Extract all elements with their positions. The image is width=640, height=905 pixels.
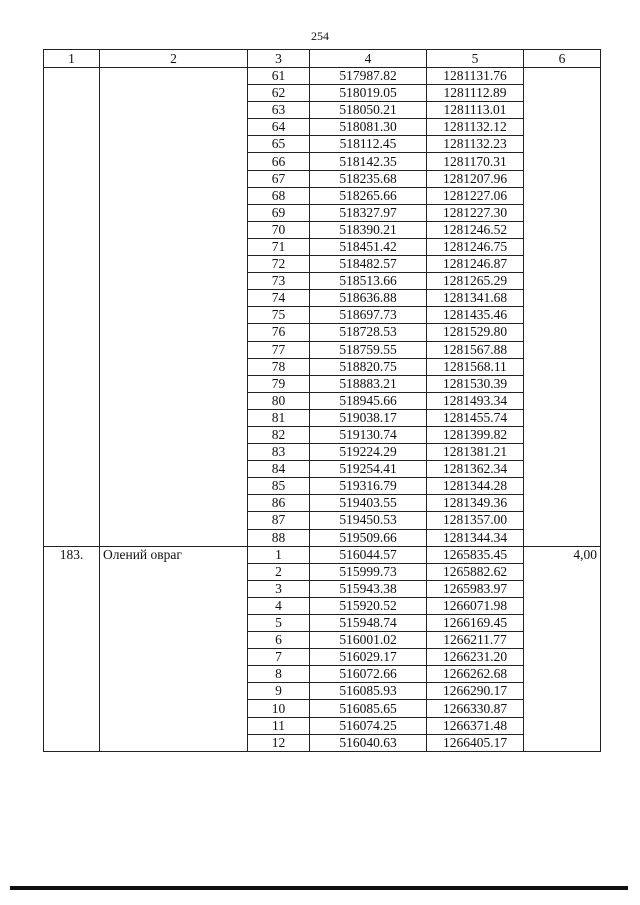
- point-number-cell: 83: [248, 444, 310, 461]
- coordinate-y-cell: 1281362.34: [427, 461, 524, 478]
- coordinate-y-cell: 1281227.30: [427, 204, 524, 221]
- coordinate-x-cell: 519316.79: [310, 478, 427, 495]
- point-number-cell: 11: [248, 717, 310, 734]
- coordinate-x-cell: 518327.97: [310, 204, 427, 221]
- coordinate-y-cell: 1266330.87: [427, 700, 524, 717]
- coordinate-x-cell: 516001.02: [310, 632, 427, 649]
- coordinate-x-cell: 516040.63: [310, 734, 427, 751]
- coordinate-x-cell: 518112.45: [310, 136, 427, 153]
- coordinate-y-cell: 1266290.17: [427, 683, 524, 700]
- header-row: [44, 50, 601, 68]
- coordinate-y-cell: 1281455.74: [427, 409, 524, 426]
- coordinate-x-cell: 515920.52: [310, 597, 427, 614]
- coordinate-x-cell: 518636.88: [310, 290, 427, 307]
- coordinate-y-cell: 1281132.23: [427, 136, 524, 153]
- coordinate-y-cell: 1281265.29: [427, 273, 524, 290]
- coordinate-y-cell: 1266262.68: [427, 666, 524, 683]
- coordinate-x-cell: 516072.66: [310, 666, 427, 683]
- coordinate-x-cell: 519450.53: [310, 512, 427, 529]
- point-number-cell: 61: [248, 68, 310, 85]
- point-number-cell: 12: [248, 734, 310, 751]
- point-number-cell: 7: [248, 649, 310, 666]
- coordinate-y-cell: 1281341.68: [427, 290, 524, 307]
- page-number: 254: [311, 29, 329, 43]
- table-row: [44, 68, 601, 85]
- coordinate-x-cell: 518482.57: [310, 256, 427, 273]
- coordinate-x-cell: 516085.93: [310, 683, 427, 700]
- coordinate-y-cell: 1281357.00: [427, 512, 524, 529]
- point-number-cell: 6: [248, 632, 310, 649]
- coordinate-y-cell: 1266371.48: [427, 717, 524, 734]
- point-number-cell: 72: [248, 256, 310, 273]
- coordinate-y-cell: 1281246.52: [427, 221, 524, 238]
- bottom-rule: [10, 886, 628, 890]
- column-header: 6: [524, 50, 601, 68]
- coordinate-y-cell: 1266071.98: [427, 597, 524, 614]
- coordinate-y-cell: 1281227.06: [427, 187, 524, 204]
- point-number-cell: 5: [248, 615, 310, 632]
- point-number-cell: 69: [248, 204, 310, 221]
- group-number-cell: [44, 68, 100, 547]
- coordinate-x-cell: 516074.25: [310, 717, 427, 734]
- group-name-cell: Олений овраг: [100, 546, 248, 751]
- coordinate-y-cell: 1281435.46: [427, 307, 524, 324]
- coordinate-x-cell: 518265.66: [310, 187, 427, 204]
- point-number-cell: 77: [248, 341, 310, 358]
- coordinate-y-cell: 1281246.87: [427, 256, 524, 273]
- coordinate-x-cell: 519130.74: [310, 426, 427, 443]
- coordinate-y-cell: 1281493.34: [427, 392, 524, 409]
- group-name-cell: [100, 68, 248, 547]
- coordinate-y-cell: 1281207.96: [427, 170, 524, 187]
- coordinate-y-cell: 1281113.01: [427, 102, 524, 119]
- point-number-cell: 80: [248, 392, 310, 409]
- coordinate-y-cell: 1281246.75: [427, 238, 524, 255]
- coordinate-y-cell: 1281131.76: [427, 68, 524, 85]
- coordinate-x-cell: 518142.35: [310, 153, 427, 170]
- group-area-cell: [524, 68, 601, 547]
- group-area-cell: 4,00: [524, 546, 601, 751]
- coordinate-x-cell: 518235.68: [310, 170, 427, 187]
- coordinate-y-cell: 1281112.89: [427, 85, 524, 102]
- coordinate-y-cell: 1281170.31: [427, 153, 524, 170]
- coordinate-x-cell: 518728.53: [310, 324, 427, 341]
- column-header: 3: [248, 50, 310, 68]
- coordinate-y-cell: 1281567.88: [427, 341, 524, 358]
- point-number-cell: 82: [248, 426, 310, 443]
- point-number-cell: 63: [248, 102, 310, 119]
- coordinate-x-cell: 516029.17: [310, 649, 427, 666]
- point-number-cell: 87: [248, 512, 310, 529]
- coordinate-x-cell: 516044.57: [310, 546, 427, 563]
- coordinate-x-cell: 518050.21: [310, 102, 427, 119]
- point-number-cell: 71: [248, 238, 310, 255]
- coordinate-y-cell: 1266169.45: [427, 615, 524, 632]
- point-number-cell: 10: [248, 700, 310, 717]
- point-number-cell: 62: [248, 85, 310, 102]
- coordinate-x-cell: 515999.73: [310, 563, 427, 580]
- point-number-cell: 67: [248, 170, 310, 187]
- coordinate-x-cell: 518081.30: [310, 119, 427, 136]
- coordinate-x-cell: 519509.66: [310, 529, 427, 546]
- point-number-cell: 78: [248, 358, 310, 375]
- coordinate-y-cell: 1281344.34: [427, 529, 524, 546]
- point-number-cell: 88: [248, 529, 310, 546]
- coordinate-x-cell: 518697.73: [310, 307, 427, 324]
- coordinate-x-cell: 519403.55: [310, 495, 427, 512]
- coordinates-table: [43, 49, 601, 752]
- coordinate-y-cell: 1281381.21: [427, 444, 524, 461]
- point-number-cell: 76: [248, 324, 310, 341]
- point-number-cell: 1: [248, 546, 310, 563]
- point-number-cell: 75: [248, 307, 310, 324]
- point-number-cell: 3: [248, 580, 310, 597]
- coordinate-y-cell: 1266231.20: [427, 649, 524, 666]
- coordinate-y-cell: 1281132.12: [427, 119, 524, 136]
- coordinate-x-cell: 518883.21: [310, 375, 427, 392]
- point-number-cell: 68: [248, 187, 310, 204]
- point-number-cell: 79: [248, 375, 310, 392]
- coordinate-y-cell: 1266211.77: [427, 632, 524, 649]
- coordinate-y-cell: 1281530.39: [427, 375, 524, 392]
- coordinate-y-cell: 1265835.45: [427, 546, 524, 563]
- coordinate-x-cell: 515943.38: [310, 580, 427, 597]
- group-number-cell: 183.: [44, 546, 100, 751]
- coordinate-x-cell: 519224.29: [310, 444, 427, 461]
- coordinate-y-cell: 1281568.11: [427, 358, 524, 375]
- coordinate-x-cell: 518820.75: [310, 358, 427, 375]
- point-number-cell: 2: [248, 563, 310, 580]
- coordinate-x-cell: 518390.21: [310, 221, 427, 238]
- coordinate-x-cell: 518759.55: [310, 341, 427, 358]
- column-header: 4: [310, 50, 427, 68]
- coordinate-y-cell: 1281344.28: [427, 478, 524, 495]
- coordinate-x-cell: 518451.42: [310, 238, 427, 255]
- column-header: 5: [427, 50, 524, 68]
- coordinate-x-cell: 518019.05: [310, 85, 427, 102]
- coordinate-y-cell: 1265983.97: [427, 580, 524, 597]
- coordinate-y-cell: 1265882.62: [427, 563, 524, 580]
- point-number-cell: 70: [248, 221, 310, 238]
- column-header: 1: [44, 50, 100, 68]
- point-number-cell: 9: [248, 683, 310, 700]
- coordinates-table-container: [43, 49, 600, 752]
- point-number-cell: 86: [248, 495, 310, 512]
- point-number-cell: 73: [248, 273, 310, 290]
- coordinate-x-cell: 517987.82: [310, 68, 427, 85]
- point-number-cell: 74: [248, 290, 310, 307]
- point-number-cell: 66: [248, 153, 310, 170]
- point-number-cell: 85: [248, 478, 310, 495]
- coordinate-y-cell: 1281399.82: [427, 426, 524, 443]
- point-number-cell: 4: [248, 597, 310, 614]
- point-number-cell: 64: [248, 119, 310, 136]
- table-row: [44, 546, 601, 563]
- point-number-cell: 84: [248, 461, 310, 478]
- coordinate-y-cell: 1281349.36: [427, 495, 524, 512]
- coordinate-y-cell: 1281529.80: [427, 324, 524, 341]
- point-number-cell: 65: [248, 136, 310, 153]
- coordinate-x-cell: 515948.74: [310, 615, 427, 632]
- coordinate-y-cell: 1266405.17: [427, 734, 524, 751]
- coordinate-x-cell: 516085.65: [310, 700, 427, 717]
- coordinate-x-cell: 518945.66: [310, 392, 427, 409]
- table-body: [44, 50, 601, 752]
- coordinate-x-cell: 519038.17: [310, 409, 427, 426]
- point-number-cell: 8: [248, 666, 310, 683]
- coordinate-x-cell: 518513.66: [310, 273, 427, 290]
- coordinate-x-cell: 519254.41: [310, 461, 427, 478]
- point-number-cell: 81: [248, 409, 310, 426]
- column-header: 2: [100, 50, 248, 68]
